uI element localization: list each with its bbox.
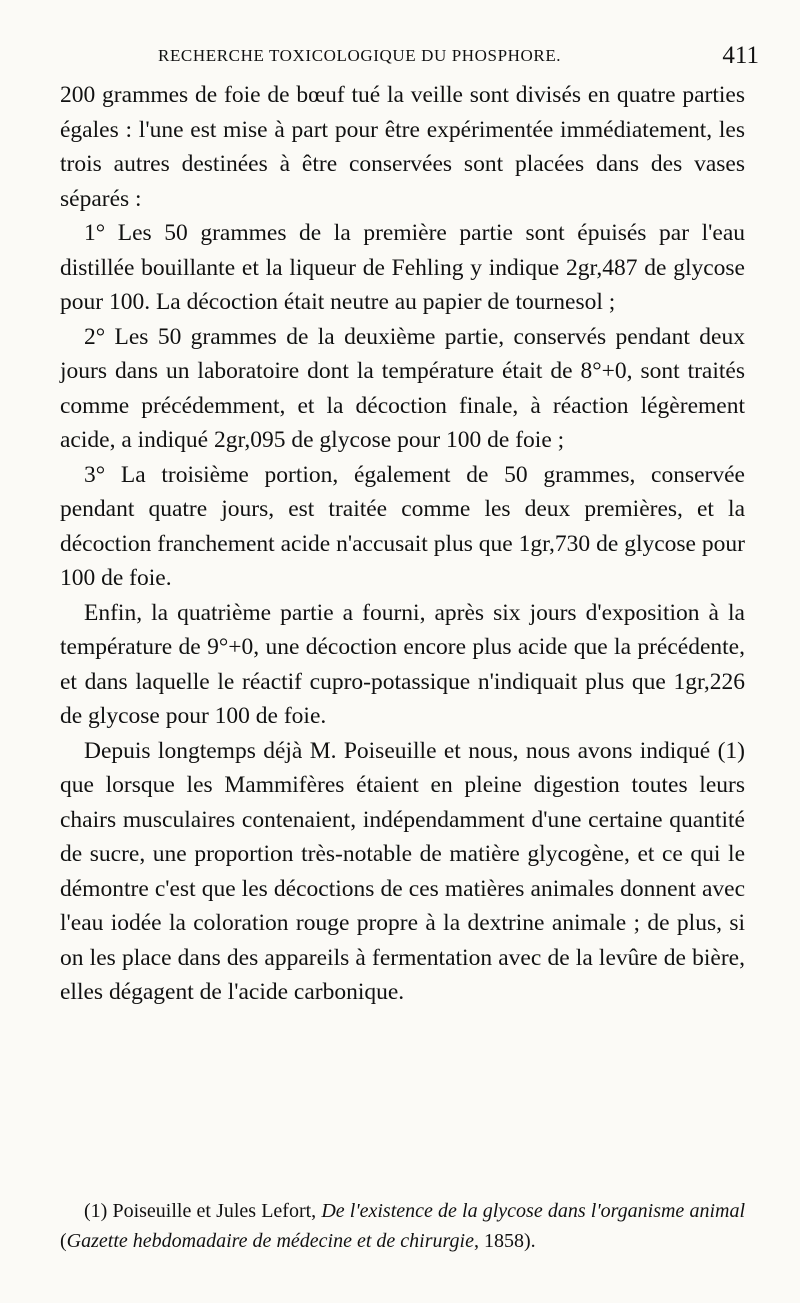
paragraph: Depuis longtemps déjà M. Poiseuille et nous, nous avons indiqué (1) que lorsque les Mammifères étaient en pleine digestion toutes leurs chairs musculaires contenaient, indépendamment d'une certaine quantité de sucre, une proportion très-notable de matière glycogène, et ce qui le démontre c'est que les décoctions de ces matières animales donnent avec l'eau iodée la coloration rouge propre à la dextrine animale ; de plus, si on les place dans des appareils à fermentation avec de la levûre de bière, elles dégagent de l'acide carbonique. (60, 737, 745, 1005)
footnote-journal: Gazette hebdomadaire de médecine et de chirurgie (66, 1230, 474, 1252)
paragraph: 3° La troisième portion, également de 50 grammes, conservée pendant quatre jours, est traitée comme les deux premières, et la décoction franchement acide n'accusait plus que 1gr,730 de glycose pour 100 de foie. (60, 461, 745, 591)
footnote-year: 1858 (483, 1230, 524, 1252)
footnote: (1) Poiseuille et Jules Lefort, De l'existence de la glycose dans l'organisme animal (Gazette hebdomadaire de médecine et de chirurgie, 1858). (60, 1200, 746, 1252)
footnote-authors: Poiseuille et Jules Lefort, (112, 1200, 317, 1222)
footnote-marker: (1) (84, 1200, 108, 1222)
paragraph: 2° Les 50 grammes de la deuxième partie, conservés pendant deux jours dans un laboratoire dont la température était de 8°+0, sont traités comme précédemment, et la décoction finale, à réaction légèrement acide, a indiqué 2gr,095 de glycose pour 100 de foie ; (60, 323, 745, 453)
page-number: 411 (722, 42, 759, 69)
footnotes (60, 1196, 745, 1256)
paragraph: Enfin, la quatrième partie a fourni, après six jours d'exposition à la température de 9°+0, une décoction encore plus acide que la précédente, et dans laquelle le réactif cupro-potassique n'indiquait plus que 1gr,226 de glycose pour 100 de foie. (60, 599, 745, 729)
running-head (60, 38, 759, 72)
running-title: RECHERCHE TOXICOLOGIQUE DU PHOSPHORE. (158, 46, 562, 65)
body-text (60, 78, 745, 1010)
paragraph: 200 grammes de foie de bœuf tué la veille sont divisés en quatre parties égales : l'une est mise à part pour être expérimentée immédiatement, les trois autres destinées à être conservées sont placées dans des vases séparés : (60, 82, 745, 212)
footnote-work-title: De l'existence de la glycose dans l'organisme animal (321, 1200, 746, 1222)
paragraph: 1° Les 50 grammes de la première partie sont épuisés par l'eau distillée bouillante et la liqueur de Fehling y indique 2gr,487 de glycose pour 100. La décoction était neutre au papier de tournesol ; (60, 220, 745, 315)
